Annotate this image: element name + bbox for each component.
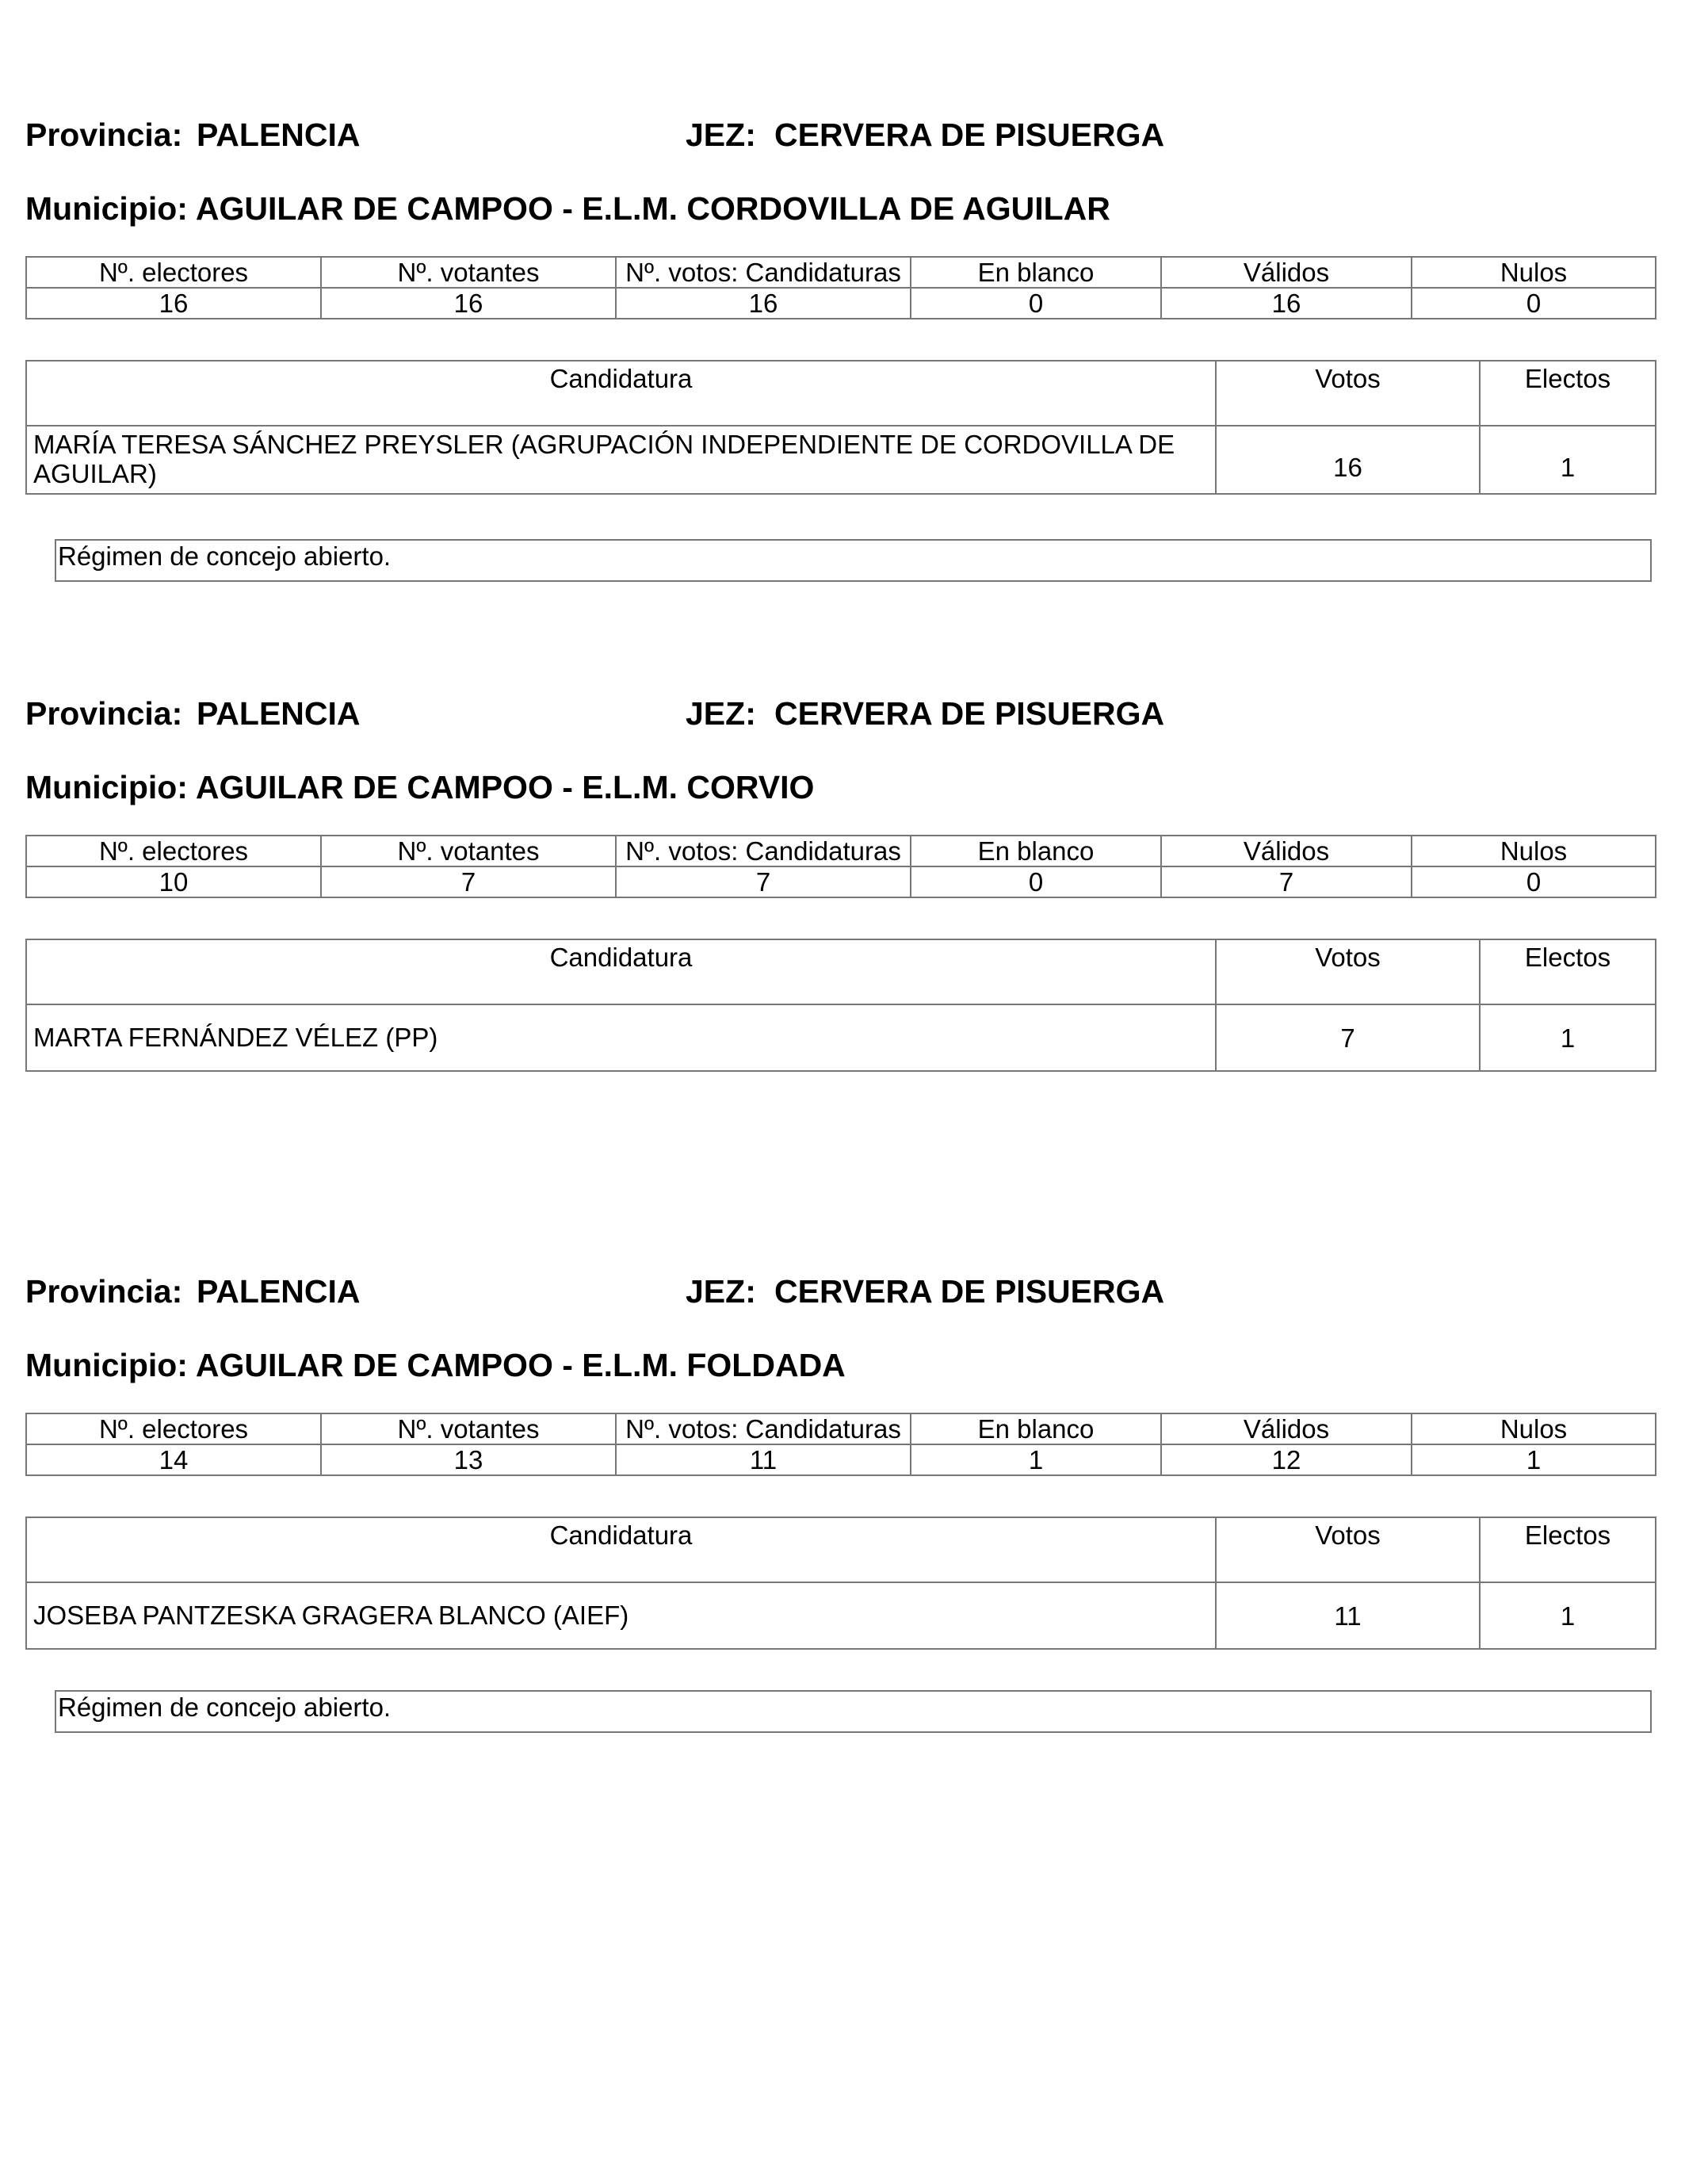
provincia-value: PALENCIA	[197, 117, 361, 153]
provincia-label: Provincia:	[25, 695, 183, 732]
table-row	[26, 426, 1656, 494]
stats-values-row	[26, 1444, 1656, 1475]
votos-value: 7	[1216, 1004, 1480, 1071]
en-blanco-header: En blanco	[911, 836, 1161, 866]
validos-value: 7	[1161, 866, 1412, 897]
provincia-label: Provincia:	[25, 117, 183, 153]
jez-value: CERVERA DE PISUERGA	[774, 1273, 1165, 1310]
votos-candidaturas-header: Nº. votos: Candidaturas	[616, 836, 911, 866]
municipio-title: Municipio: AGUILAR DE CAMPOO - E.L.M. CORDOVILLA DE AGUILAR	[25, 190, 1110, 227]
candidatura-name-line2: AGUILAR)	[33, 459, 157, 488]
candidatura-table	[25, 1517, 1656, 1650]
validos-value: 12	[1161, 1444, 1412, 1475]
en-blanco-value: 1	[911, 1444, 1161, 1475]
jez-label: JEZ:	[686, 1273, 756, 1310]
votos-value: 16	[1216, 426, 1480, 494]
electores-header: Nº. electores	[26, 257, 321, 288]
votantes-header: Nº. votantes	[321, 1413, 616, 1444]
electores-value: 14	[26, 1444, 321, 1475]
validos-header: Válidos	[1161, 257, 1412, 288]
regimen-note: Régimen de concejo abierto.	[55, 1690, 1652, 1733]
votos-header: Votos	[1216, 1517, 1480, 1582]
municipio-title: Municipio: AGUILAR DE CAMPOO - E.L.M. FOLDADA	[25, 1347, 846, 1383]
stats-values-row	[26, 866, 1656, 897]
candidatura-table	[25, 360, 1656, 495]
stats-header-row	[26, 1413, 1656, 1444]
nulos-header: Nulos	[1412, 836, 1656, 866]
candidatura-name: JOSEBA PANTZESKA GRAGERA BLANCO (AIEF)	[26, 1582, 1216, 1649]
stats-table	[25, 1413, 1656, 1476]
stats-header-row	[26, 836, 1656, 866]
votantes-header: Nº. votantes	[321, 836, 616, 866]
electos-header: Electos	[1480, 361, 1656, 426]
en-blanco-header: En blanco	[911, 257, 1161, 288]
candidatura-header: Candidatura	[26, 1517, 1216, 1582]
votantes-header: Nº. votantes	[321, 257, 616, 288]
electores-value: 10	[26, 866, 321, 897]
candidatura-header-row	[26, 1517, 1656, 1582]
candidatura-name: MARTA FERNÁNDEZ VÉLEZ (PP)	[26, 1004, 1216, 1071]
table-row	[26, 1582, 1656, 1649]
votos-header: Votos	[1216, 361, 1480, 426]
nulos-value: 0	[1412, 866, 1656, 897]
votos-header: Votos	[1216, 939, 1480, 1004]
provincia-label: Provincia:	[25, 1273, 183, 1310]
candidatura-name-line1: MARÍA TERESA SÁNCHEZ PREYSLER (AGRUPACIÓN INDEPENDIENTE DE CORDOVILLA DE	[33, 430, 1175, 459]
votantes-value: 7	[321, 866, 616, 897]
nulos-header: Nulos	[1412, 257, 1656, 288]
en-blanco-value: 0	[911, 288, 1161, 319]
nulos-header: Nulos	[1412, 1413, 1656, 1444]
electos-value: 1	[1480, 1004, 1656, 1071]
electos-header: Electos	[1480, 939, 1656, 1004]
stats-table	[25, 835, 1656, 898]
votos-candidaturas-value: 11	[616, 1444, 911, 1475]
stats-header-row	[26, 257, 1656, 288]
validos-header: Válidos	[1161, 1413, 1412, 1444]
votos-candidaturas-header: Nº. votos: Candidaturas	[616, 1413, 911, 1444]
en-blanco-value: 0	[911, 866, 1161, 897]
municipio-title: Municipio: AGUILAR DE CAMPOO - E.L.M. CORVIO	[25, 769, 815, 805]
jez-value: CERVERA DE PISUERGA	[774, 117, 1165, 153]
province-header	[25, 1270, 1655, 1313]
candidatura-table	[25, 939, 1656, 1072]
jez-label: JEZ:	[686, 695, 756, 732]
electores-header: Nº. electores	[26, 1413, 321, 1444]
nulos-value: 1	[1412, 1444, 1656, 1475]
votantes-value: 16	[321, 288, 616, 319]
votos-candidaturas-value: 7	[616, 866, 911, 897]
electores-header: Nº. electores	[26, 836, 321, 866]
stats-table	[25, 256, 1656, 319]
jez-value: CERVERA DE PISUERGA	[774, 695, 1165, 732]
table-row	[26, 1004, 1656, 1071]
candidatura-header: Candidatura	[26, 361, 1216, 426]
votos-candidaturas-header: Nº. votos: Candidaturas	[616, 257, 911, 288]
candidatura-header: Candidatura	[26, 939, 1216, 1004]
candidatura-name	[26, 426, 1216, 494]
votantes-value: 13	[321, 1444, 616, 1475]
votos-value: 11	[1216, 1582, 1480, 1649]
votos-candidaturas-value: 16	[616, 288, 911, 319]
electores-value: 16	[26, 288, 321, 319]
regimen-note: Régimen de concejo abierto.	[55, 539, 1652, 582]
stats-values-row	[26, 288, 1656, 319]
en-blanco-header: En blanco	[911, 1413, 1161, 1444]
nulos-value: 0	[1412, 288, 1656, 319]
province-header	[25, 113, 1655, 156]
provincia-value: PALENCIA	[197, 695, 361, 732]
electos-value: 1	[1480, 426, 1656, 494]
province-header	[25, 692, 1655, 735]
jez-label: JEZ:	[686, 117, 756, 153]
candidatura-header-row	[26, 939, 1656, 1004]
candidatura-header-row	[26, 361, 1656, 426]
provincia-value: PALENCIA	[197, 1273, 361, 1310]
validos-header: Válidos	[1161, 836, 1412, 866]
electos-value: 1	[1480, 1582, 1656, 1649]
validos-value: 16	[1161, 288, 1412, 319]
electos-header: Electos	[1480, 1517, 1656, 1582]
